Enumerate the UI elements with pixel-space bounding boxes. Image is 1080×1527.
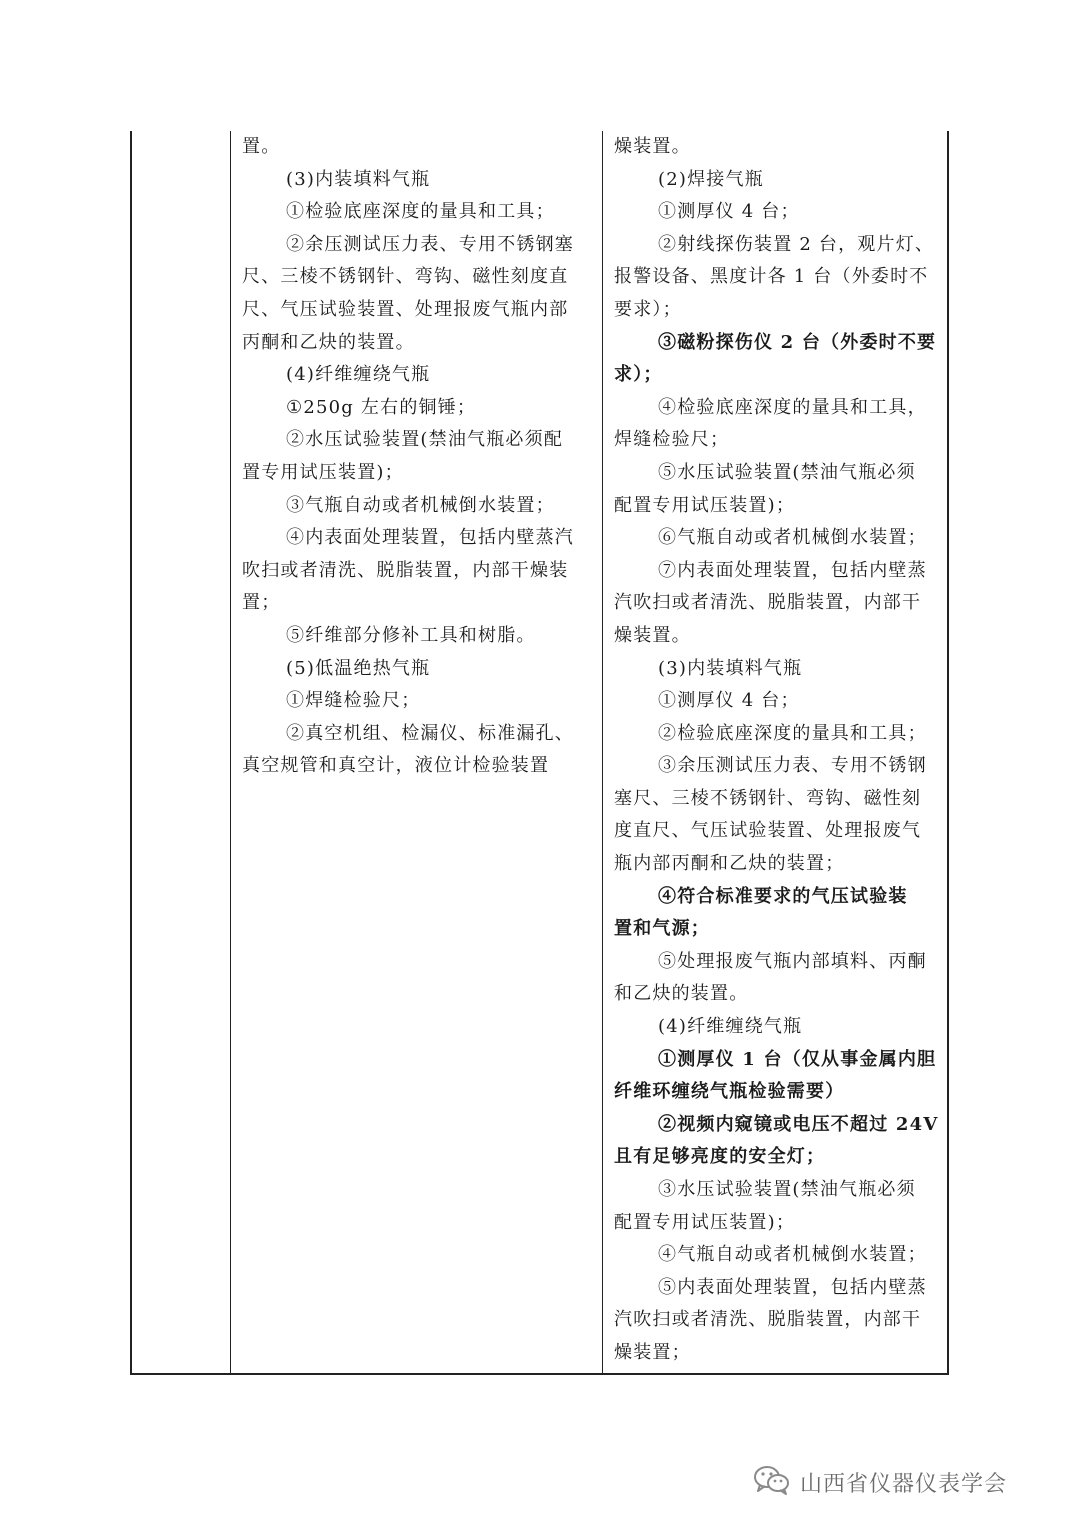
text-line: 尺、三棱不锈钢针、弯钩、磁性刻度直 <box>242 266 569 288</box>
text-line: 丙酮和乙炔的装置。 <box>242 331 415 353</box>
text-line: 且有足够亮度的安全灯； <box>614 1146 826 1168</box>
watermark <box>752 1462 1007 1502</box>
wechat-icon <box>752 1463 792 1501</box>
text-line: ④符合标准要求的气压试验装 <box>658 885 908 907</box>
watermark-text: 山西省仪器仪表学会 <box>800 1471 1008 1497</box>
text-line: ②射线探伤装置 2 台，观片灯、 <box>658 233 935 255</box>
text-line: 塞尺、三棱不锈钢针、弯钩、磁性刻 <box>614 787 922 809</box>
text-line: ⑤内表面处理装置，包括内壁蒸 <box>658 1276 927 1298</box>
text-line: ②检验底座深度的量具和工具； <box>658 722 927 744</box>
text-line: ④内表面处理装置，包括内壁蒸汽 <box>286 527 574 549</box>
text-line: ①检验底座深度的量具和工具； <box>286 201 555 223</box>
column-divider-left <box>230 131 231 1373</box>
text-line: ①250g 左右的铜锤； <box>286 396 477 418</box>
text-line: 置和气源； <box>614 918 710 940</box>
text-line: (4)纤维缠绕气瓶 <box>658 1016 803 1038</box>
text-line: 置。 <box>242 136 281 157</box>
text-line: (3)内装填料气瓶 <box>286 168 431 190</box>
text-line: ⑥气瓶自动或者机械倒水装置； <box>658 527 927 549</box>
text-line: 和乙炔的装置。 <box>614 983 749 1005</box>
text-line: ③水压试验装置(禁油气瓶必须 <box>658 1179 916 1200</box>
text-line: ④检验底座深度的量具和工具， <box>658 396 927 418</box>
text-line: 纤维环缠绕气瓶检验需要） <box>614 1081 845 1103</box>
text-line: 汽吹扫或者清洗、脱脂装置，内部干 <box>614 1309 922 1331</box>
text-line: 置专用试压装置)； <box>242 461 404 483</box>
text-line: ⑤水压试验装置(禁油气瓶必须 <box>658 461 916 483</box>
text-line: 真空规管和真空计，液位计检验装置 <box>242 755 550 777</box>
text-line: (2)焊接气瓶 <box>658 168 764 190</box>
text-line: (4)纤维缠绕气瓶 <box>286 364 431 386</box>
text-line: ⑦内表面处理装置，包括内壁蒸 <box>658 559 927 581</box>
table-cell-right <box>614 131 944 1370</box>
text-line: (3)内装填料气瓶 <box>658 657 803 679</box>
text-line: 汽吹扫或者清洗、脱脂装置，内部干 <box>614 592 922 614</box>
text-line: ③磁粉探伤仪 2 台（外委时不要 <box>658 331 937 353</box>
text-line: 焊缝检验尺； <box>614 429 730 451</box>
text-line: 尺、气压试验装置、处理报废气瓶内部 <box>242 298 569 320</box>
text-line: ③气瓶自动或者机械倒水装置； <box>286 494 555 516</box>
text-line: 置； <box>242 592 281 614</box>
text-line: (5)低温绝热气瓶 <box>286 657 431 679</box>
text-line: ①测厚仪 4 台； <box>658 690 800 712</box>
text-line: ②真空机组、检漏仪、标准漏孔、 <box>286 722 574 744</box>
text-line: 燥装置。 <box>614 624 691 646</box>
text-line: ①测厚仪 1 台（仅从事金属内胆 <box>658 1048 937 1070</box>
text-line: ①焊缝检验尺； <box>286 690 421 712</box>
document-table <box>130 131 949 1375</box>
text-line: ①测厚仪 4 台； <box>658 201 800 223</box>
text-line: 配置专用试压装置)； <box>614 494 796 516</box>
text-line: ④气瓶自动或者机械倒水装置； <box>658 1244 927 1266</box>
text-line: ②视频内窥镜或电压不超过 24V <box>658 1113 939 1135</box>
text-line: 燥装置。 <box>614 136 691 157</box>
text-line: 要求）； <box>614 298 682 320</box>
text-line: 燥装置； <box>614 1341 691 1363</box>
text-line: ②余压测试压力表、专用不锈钢塞 <box>286 233 574 255</box>
text-line: ②水压试验装置(禁油气瓶必须配 <box>286 429 564 451</box>
text-line: 求）； <box>614 364 663 386</box>
table-cell-middle <box>242 131 597 783</box>
text-line: 吹扫或者清洗、脱脂装置，内部干燥装 <box>242 559 569 581</box>
text-line: 瓶内部丙酮和乙炔的装置； <box>614 853 845 875</box>
text-line: 度直尺、气压试验装置、处理报废气 <box>614 820 922 842</box>
text-line: 配置专用试压装置)； <box>614 1211 796 1233</box>
text-line: ⑤纤维部分修补工具和树脂。 <box>286 624 536 646</box>
text-line: ③余压测试压力表、专用不锈钢 <box>658 755 927 777</box>
column-divider-right <box>602 131 603 1373</box>
text-line: ⑤处理报废气瓶内部填料、丙酮 <box>658 950 927 972</box>
text-line: 报警设备、黑度计各 1 台（外委时不 <box>614 266 929 288</box>
